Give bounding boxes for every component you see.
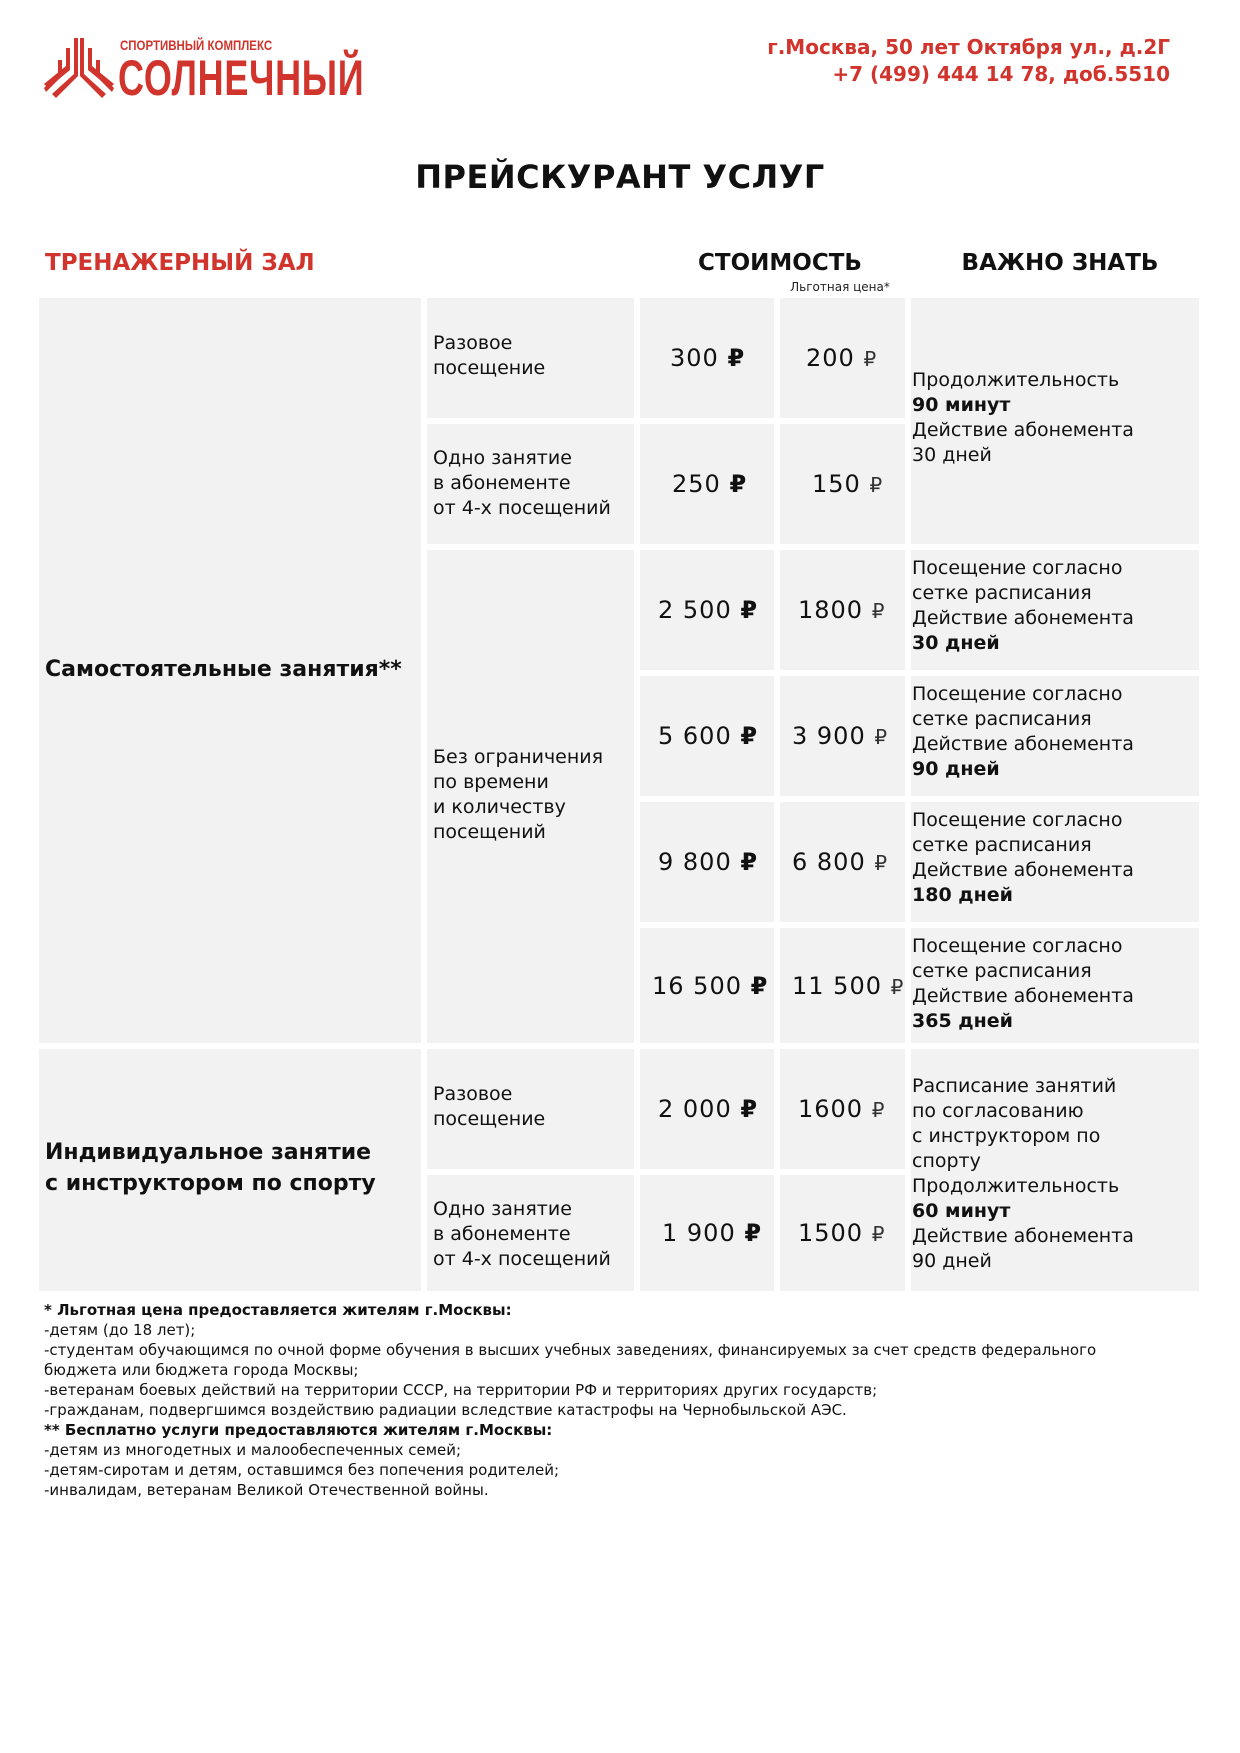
footnote-line: бюджета или бюджета города Москвы; (44, 1361, 359, 1379)
footnote-line: -детям из многодетных и малообеспеченных семей; (44, 1441, 462, 1459)
price-full: 1 900 ₽ (662, 1219, 763, 1247)
price-full: 2 000 ₽ (658, 1095, 759, 1123)
info-text: Посещение согласно сетке расписания Действие абонемента 365 дней (912, 935, 1134, 1032)
price-discount-cell (780, 1049, 905, 1169)
info-text: Посещение согласно сетке расписания Действие абонемента 90 дней (912, 683, 1134, 780)
price-discount: 1600 ₽ (798, 1095, 886, 1123)
footnote-line: -детям (до 18 лет); (44, 1321, 196, 1339)
info-text: Расписание занятий по согласованию с инструктором по спорту Продолжительность 60 минут Действие абонемента 90 дней (912, 1075, 1134, 1272)
price-cell (640, 802, 774, 922)
price-full: 250 ₽ (672, 470, 748, 498)
price-discount-cell (780, 298, 905, 418)
price-cell (640, 928, 774, 1043)
price-discount: 200 ₽ (806, 344, 878, 372)
footnote-heading: * Льготная цена предоставляется жителям г.Москвы: (44, 1301, 512, 1319)
logo-subtitle: СПОРТИВНЫЙ КОМПЛЕКС (120, 37, 273, 53)
header-discount: Льготная цена* (790, 280, 890, 294)
price-discount: 6 800 ₽ (792, 848, 889, 876)
price-discount-cell (780, 1175, 905, 1291)
group-cell-individual (39, 1049, 421, 1291)
header-cost: СТОИМОСТЬ (698, 250, 862, 276)
contact-block (767, 34, 1170, 88)
header-info: ВАЖНО ЗНАТЬ (961, 250, 1159, 276)
service-label: Без ограничения по времени и количеству посещений (433, 746, 604, 843)
price-discount-cell (780, 550, 905, 670)
logo-emblem-icon (44, 36, 114, 102)
info-text: Посещение согласно сетке расписания Действие абонемента 30 дней (912, 557, 1134, 654)
price-cell (640, 550, 774, 670)
info-text: Посещение согласно сетке расписания Действие абонемента 180 дней (912, 809, 1134, 906)
info-text: Продолжительность 90 минут Действие абонемента 30 дней (912, 369, 1134, 466)
price-full: 16 500 ₽ (652, 972, 769, 1000)
footnotes (44, 1300, 1204, 1500)
footnote-heading: ** Бесплатно услуги предоставляются жителям г.Москвы: (44, 1421, 553, 1439)
footnote-line: -гражданам, подвергшимся воздействию радиации вследствие катастрофы на Чернобыльской АЭС. (44, 1401, 847, 1419)
price-discount: 1500 ₽ (798, 1219, 886, 1247)
contact-address: г.Москва, 50 лет Октября ул., д.2Г (767, 35, 1170, 59)
price-full: 300 ₽ (670, 344, 746, 372)
price-cell (640, 424, 774, 544)
price-cell (640, 676, 774, 796)
service-cell-single-individual (427, 1049, 634, 1169)
service-label: Одно занятие в абонементе от 4-х посещений (433, 447, 611, 519)
price-full: 9 800 ₽ (658, 848, 759, 876)
price-cell (640, 1175, 774, 1291)
service-label: Одно занятие в абонементе от 4-х посещений (433, 1198, 611, 1270)
price-discount-cell (780, 928, 905, 1043)
service-cell-single (427, 298, 634, 418)
footnote-line: -ветеранам боевых действий на территории СССР, на территории РФ и территориях других государств; (44, 1381, 878, 1399)
price-full: 5 600 ₽ (658, 722, 759, 750)
price-discount: 3 900 ₽ (792, 722, 889, 750)
footnote-line: -студентам обучающимся по очной форме обучения в высших учебных заведениях, финансируемых за счет средств федерального (44, 1341, 1097, 1359)
section-title: ТРЕНАЖЕРНЫЙ ЗАЛ (45, 250, 315, 276)
service-cell-unlimited (427, 550, 634, 1043)
footnote-line: -инвалидам, ветеранам Великой Отечественной войны. (44, 1481, 489, 1499)
service-cell-abonement-individual (427, 1175, 634, 1291)
service-label: Разовое посещение (433, 332, 546, 379)
price-discount: 11 500 ₽ (792, 972, 905, 1000)
service-label: Разовое посещение (433, 1083, 546, 1130)
price-discount-cell (780, 676, 905, 796)
price-cell (640, 1049, 774, 1169)
group-cell-self (39, 298, 421, 1043)
price-cell (640, 298, 774, 418)
logo (44, 36, 365, 106)
group-label-self: Самостоятельные занятия** (45, 657, 402, 682)
logo-title: СОЛНЕЧНЫЙ (118, 50, 365, 106)
group-label-individual: Индивидуальное занятие с инструктором по спорту (45, 1140, 376, 1196)
contact-phone[interactable]: +7 (499) 444 14 78, доб.5510 (832, 62, 1170, 86)
page-title: ПРЕЙСКУРАНТ УСЛУГ (415, 158, 825, 196)
footnote-line: -детям-сиротам и детям, оставшимся без попечения родителей; (44, 1461, 560, 1479)
price-full: 2 500 ₽ (658, 596, 759, 624)
service-cell-abonement (427, 424, 634, 544)
price-discount: 150 ₽ (812, 470, 884, 498)
price-discount-cell (780, 424, 905, 544)
price-discount: 1800 ₽ (798, 596, 886, 624)
price-discount-cell (780, 802, 905, 922)
